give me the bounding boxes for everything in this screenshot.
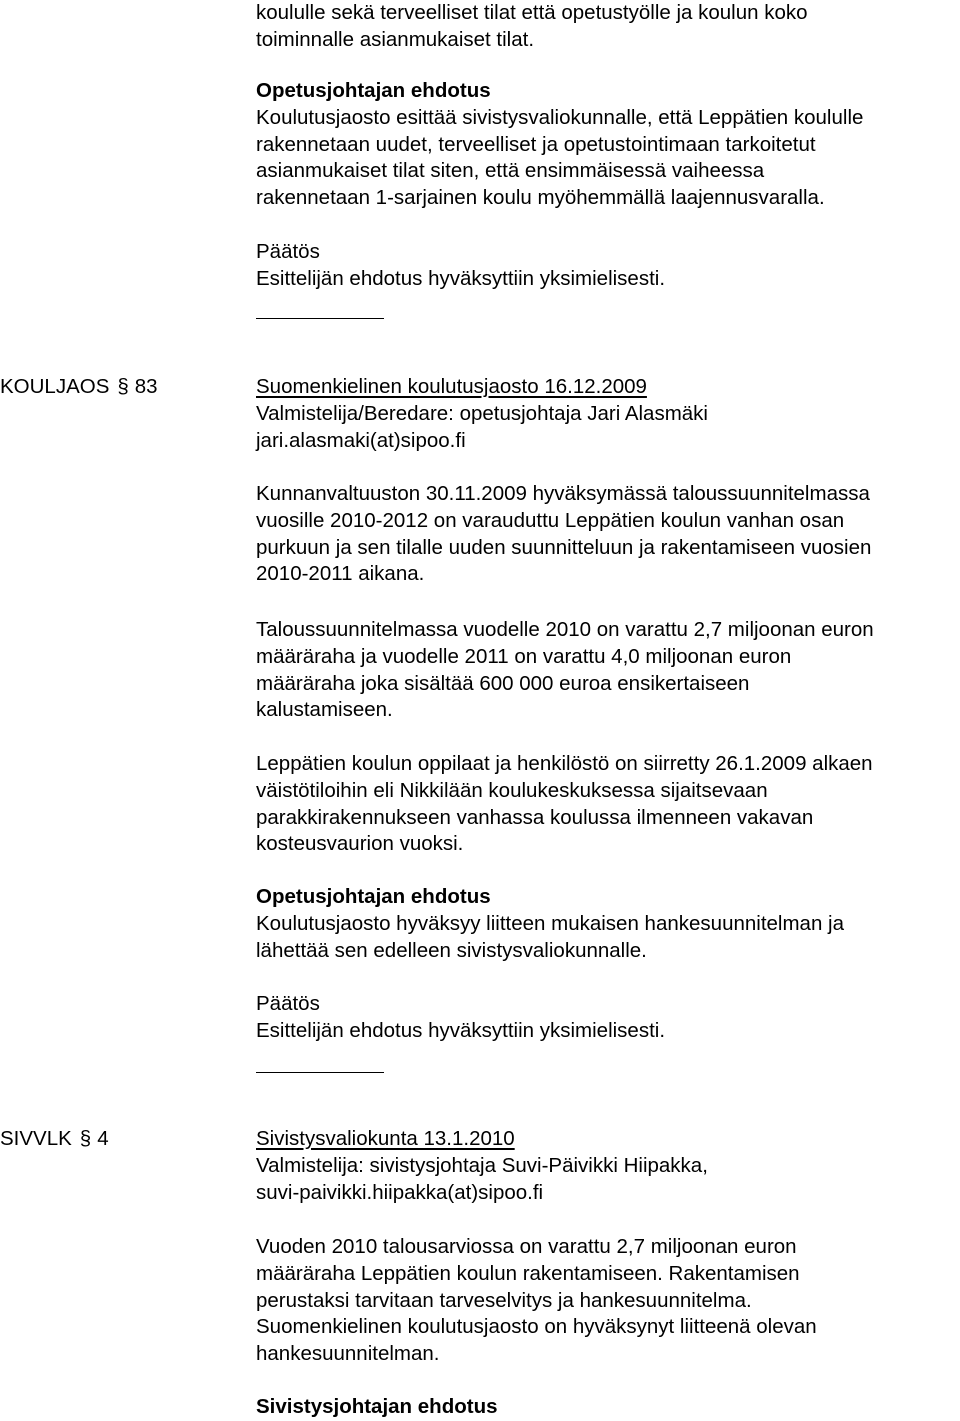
decision-heading: Päätös — [256, 240, 320, 263]
kouljaos-paragraph-2 — [256, 617, 960, 724]
proposal-heading: Opetusjohtajan ehdotus — [256, 885, 491, 908]
decision-text: Esittelijän ehdotus hyväksyttiin yksimielisesti. — [256, 266, 666, 290]
decision-text: Esittelijän ehdotus hyväksyttiin yksimielisesti. — [256, 1018, 666, 1042]
kouljaos-paragraph-1 — [256, 481, 960, 588]
sivvlk-proposal — [256, 1394, 960, 1421]
kouljaos-header — [256, 374, 960, 454]
section-divider — [256, 318, 384, 319]
text-line: Kunnanvaltuuston 30.11.2009 hyväksymässä taloussuunnitelmassa — [256, 482, 870, 505]
decision-heading: Päätös — [256, 992, 320, 1015]
meeting-title: Suomenkielinen koulutusjaosto 16.12.2009 — [256, 375, 647, 398]
section-number: 4 — [97, 1127, 109, 1150]
text-line: purkuun ja sen tilalle uuden suunnitteluun ja rakentamiseen vuosien — [256, 535, 872, 559]
text-line: Leppätien koulun oppilaat ja henkilöstö on siirretty 26.1.2009 alkaen — [256, 752, 873, 775]
intro-paragraph — [256, 0, 960, 54]
email-line: jari.alasmaki(at)sipoo.fi — [256, 428, 466, 452]
text-line: Suomenkielinen koulutusjaosto on hyväksynyt liitteenä olevan — [256, 1315, 817, 1339]
proposal-heading: Sivistysjohtajan ehdotus — [256, 1395, 498, 1418]
text-line: hankesuunnitelman. — [256, 1342, 440, 1366]
section-label-kouljaos — [0, 374, 158, 401]
text-line: Taloussuunnitelmassa vuodelle 2010 on varattu 2,7 miljoonan euron — [256, 618, 874, 641]
proposal-heading: Opetusjohtajan ehdotus — [256, 79, 491, 102]
text-line: Koulutusjaosto hyväksyy liitteen mukaisen hankesuunnitelman ja — [256, 911, 845, 935]
text-line: rakennetaan uudet, terveelliset ja opetustointimaan tarkoitetut — [256, 132, 816, 156]
email-line: suvi-paivikki.hiipakka(at)sipoo.fi — [256, 1180, 544, 1204]
kouljaos-decision — [256, 991, 960, 1045]
preparer-line: Valmistelija: sivistysjohtaja Suvi-Päivikki Hiipakka, — [256, 1153, 708, 1177]
sivvlk-paragraph-1 — [256, 1234, 960, 1368]
section-code: KOULJAOS — [0, 375, 110, 398]
text-line: parakkirakennukseen vanhassa koulussa ilmenneen vakavan — [256, 805, 814, 829]
text-line: määräraha ja vuodelle 2011 on varattu 4,0 miljoonan euron — [256, 644, 792, 668]
text-line: kalustamiseen. — [256, 698, 393, 722]
decision-section-1 — [256, 239, 960, 293]
sivvlk-header — [256, 1126, 960, 1206]
text-line: 2010-2011 aikana. — [256, 562, 425, 586]
meeting-title: Sivistysvaliokunta 13.1.2010 — [256, 1127, 515, 1150]
text-line: Koulutusjaosto esittää sivistysvaliokunnalle, että Leppätien koululle — [256, 105, 864, 129]
section-sign: § — [117, 375, 129, 398]
text-line: vuosille 2010-2012 on varauduttu Leppätien koulun vanhan osan — [256, 508, 845, 532]
text-line: lähettää sen edelleen sivistysvaliokunnalle. — [256, 938, 647, 962]
proposal-section-1 — [256, 78, 960, 212]
kouljaos-proposal — [256, 884, 960, 964]
section-sign: § — [79, 1127, 92, 1150]
text-line: toiminnalle asianmukaiset tilat. — [256, 27, 535, 51]
kouljaos-paragraph-3 — [256, 751, 960, 858]
text-line: väistötiloihin eli Nikkilään koulukeskuksessa sijaitsevaan — [256, 778, 768, 802]
text-line: Vuoden 2010 talousarviossa on varattu 2,7 miljoonan euron — [256, 1235, 797, 1258]
section-divider — [256, 1072, 384, 1073]
text-line: määräraha joka sisältää 600 000 euroa ensikertaiseen — [256, 671, 750, 695]
preparer-line: Valmistelija/Beredare: opetusjohtaja Jari Alasmäki — [256, 401, 708, 425]
text-line: perustaksi tarvitaan tarveselvitys ja hankesuunnitelma. — [256, 1288, 752, 1312]
text-line: koululle sekä terveelliset tilat että opetustyölle ja koulun koko — [256, 1, 808, 24]
text-line: asianmukaiset tilat siten, että ensimmäisessä vaiheessa — [256, 159, 765, 183]
text-line: rakennetaan 1-sarjainen koulu myöhemmällä laajennusvaralla. — [256, 186, 825, 210]
text-line: kosteusvaurion vuoksi. — [256, 832, 464, 856]
section-code: SIVVLK — [0, 1127, 72, 1150]
text-line: määräraha Leppätien koulun rakentamiseen. Rakentamisen — [256, 1261, 800, 1285]
section-number: 83 — [134, 375, 158, 398]
section-label-sivvlk — [0, 1126, 109, 1153]
